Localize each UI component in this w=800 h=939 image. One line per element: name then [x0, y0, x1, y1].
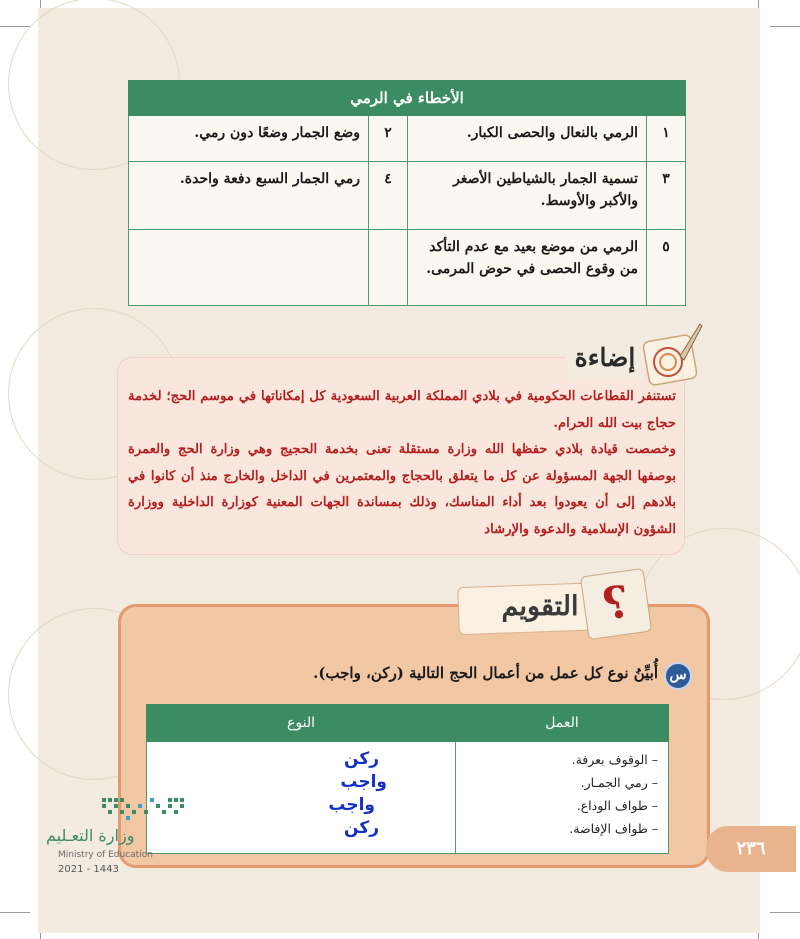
answer: واجب: [328, 795, 375, 815]
quill-scroll-icon: [636, 320, 706, 390]
row-number: ٤: [369, 162, 408, 230]
error-text: تسمية الجمار بالشياطين الأصغر والأكبر والأوسط.: [408, 162, 647, 230]
row-number: ٥: [647, 230, 686, 306]
row-number: ٢: [369, 116, 408, 162]
list-item: – رمي الجمـار.: [580, 775, 658, 790]
row-number: ١: [647, 116, 686, 162]
page-number: ٢٣٦: [706, 826, 796, 872]
hajj-acts-table: [146, 704, 669, 854]
table-header: الأخطاء في الرمي: [129, 81, 686, 116]
list-item: – الوقوف بعرفة.: [571, 752, 658, 767]
crop-mark: [0, 912, 30, 913]
answer: واجب: [340, 772, 387, 792]
table-row: [129, 162, 686, 230]
error-text: [129, 230, 369, 306]
evaluation-title: التقويم: [501, 591, 579, 622]
row-number: ٣: [647, 162, 686, 230]
column-header-work: العمل: [456, 705, 669, 742]
error-text: وضع الجمار وضعًا دون رمي.: [129, 116, 369, 162]
answer: ركن: [344, 818, 379, 838]
answer: ركن: [344, 749, 379, 769]
table-row: [129, 230, 686, 306]
question-mark-icon: ?: [580, 568, 652, 640]
error-text: الرمي من موضع بعيد مع عدم التأكد من وقوع الحصى في حوض المرمى.: [408, 230, 647, 306]
idaa-text: [128, 384, 676, 544]
crop-mark: [770, 26, 800, 27]
idaa-title: إضاءة: [566, 336, 644, 380]
acts-cell: [456, 742, 669, 854]
ministry-year: 2021 - 1443: [58, 864, 119, 875]
row-number: [369, 230, 408, 306]
ministry-english-name: Ministry of Education: [58, 850, 153, 860]
crop-mark: [0, 26, 30, 27]
list-item: – طواف الإفاضة.: [569, 821, 658, 836]
idaa-paragraph: وخصصت قيادة بلادي حفظها الله وزارة مستقلة تعنى بخدمة الحجيج وهي وزارة الحج والعمرة بوصفها الجهة المسؤولة عن كل ما يتعلق بالحجاج والمعتمرين في الداخل والخارج منذ أن كانوا في بلادهم إلى أن يعودوا بعد أداء المناسك، وذلك بمساندة الجهات المعنية كوزارة الداخلية ووزارة الشؤون الإسلامية والدعوة والإرشاد: [128, 442, 676, 537]
answers-cell: [147, 742, 456, 854]
error-text: رمي الجمار السبع دفعة واحدة.: [129, 162, 369, 230]
ministry-arabic-name: وزارة التعـليم: [46, 826, 135, 845]
idaa-paragraph: تستنفر القطاعات الحكومية في بلادي المملكة العربية السعودية كل إمكاناتها في موسم الحج؛ لخدمة حجاج بيت الله الحرام.: [128, 389, 676, 431]
error-text: الرمي بالنعال والحصى الكبار.: [408, 116, 647, 162]
throwing-errors-table: [128, 80, 686, 306]
list-item: – طواف الوداع.: [576, 798, 658, 813]
table-row: [129, 116, 686, 162]
question-text: أُبيِّنُ نوع كل عمل من أعمال الحج التالية (ركن، واجب).: [313, 664, 658, 682]
question-badge: س: [664, 662, 692, 690]
ministry-logo-icon: [98, 792, 190, 822]
crop-mark: [770, 912, 800, 913]
column-header-type: النوع: [147, 705, 456, 742]
